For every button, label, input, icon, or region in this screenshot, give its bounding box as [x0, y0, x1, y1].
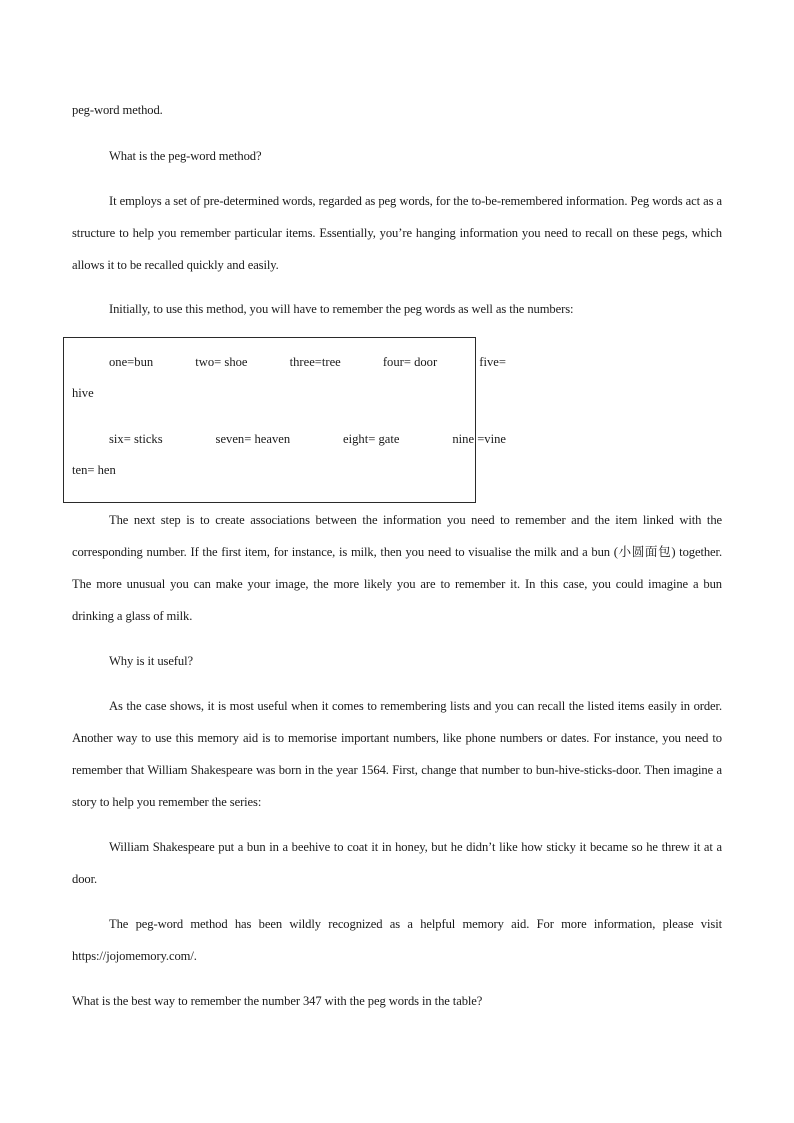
final-question: What is the best way to remember the number 347 with the peg words in the table? — [72, 994, 483, 1008]
paragraph-story: William Shakespeare put a bun in a beehive to coat it in honey, but he didn’t like how sticky it became so he threw it at a door. — [72, 840, 722, 886]
paragraph-definition: It employs a set of pre-determined words, regarded as peg words, for the to-be-remembered information. Peg words act as a structure to help you remember particular items. Essentially, you’re hanging information you need to recall on these pegs, which allows it to be recalled quickly and easily. — [72, 194, 722, 272]
peg-row-2-wrap: ten= hen — [72, 463, 116, 477]
peg-five: five= — [479, 355, 506, 369]
peg-eight: eight= gate — [343, 432, 400, 446]
paragraph-case: As the case shows, it is most useful when it comes to remembering lists and you can recall the listed items easily in order. Another way to use this memory aid is to memorise important numbers, like phone numbers or dates. For instance, you need to remember that William Shakespeare was born in the year 1564. First, change that number to bun-hive-sticks-door. Then imagine a story to help you remember the series: — [72, 699, 722, 809]
peg-seven: seven= heaven — [215, 432, 291, 446]
peg-three: three=tree — [289, 355, 341, 369]
peg-nine: nine =vine — [452, 432, 506, 446]
paragraph-recognized: The peg-word method has been wildly recognized as a helpful memory aid. For more information, please visit https://jojomemory.com/. — [72, 917, 722, 963]
peg-four: four= door — [382, 355, 438, 369]
peg-two: two= shoe — [195, 355, 248, 369]
peg-row-1 — [72, 346, 506, 378]
paragraph-next-step: The next step is to create associations between the information you need to remember and the item linked with the corresponding number. If the first item, for instance, is milk, then you need to visualise the milk and a bun (小圆面包) together. The more unusual you can make your image, the more likely you are to remember it. In this case, you could imagine a bun drinking a glass of milk. — [72, 513, 722, 623]
heading-what-is-method: What is the peg-word method? — [109, 149, 262, 163]
peg-row-2 — [72, 423, 506, 455]
heading-why-useful: Why is it useful? — [109, 654, 193, 668]
peg-row-1-wrap: hive — [72, 386, 94, 400]
peg-one: one=bun — [109, 355, 154, 369]
peg-word-table — [63, 337, 506, 503]
paragraph-initially: Initially, to use this method, you will have to remember the peg words as well as the numbers: — [109, 302, 574, 316]
peg-six: six= sticks — [109, 432, 163, 446]
paragraph-continuation: peg-word method. — [72, 103, 163, 117]
